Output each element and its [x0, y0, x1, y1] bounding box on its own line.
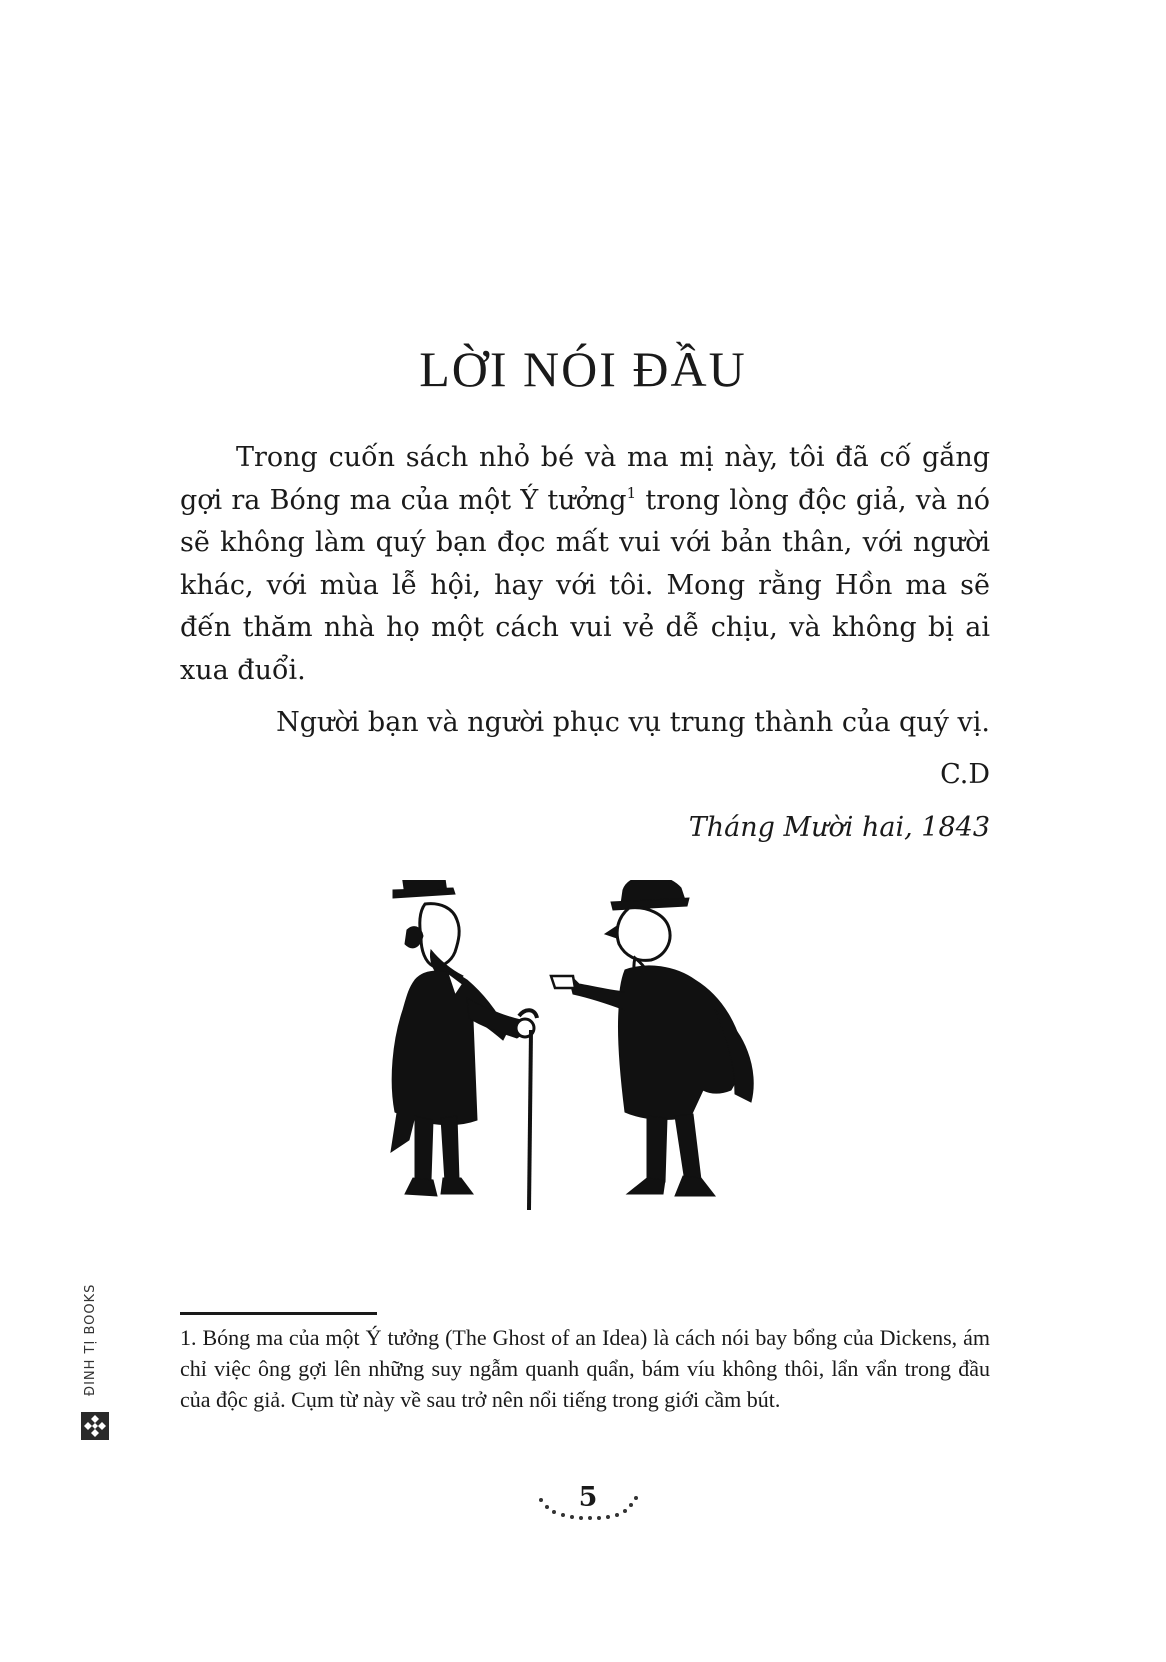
page-number-block — [533, 1480, 643, 1526]
illustration-two-gentlemen — [385, 880, 805, 1260]
right-gentleman-figure — [551, 880, 753, 1196]
publisher-logo-icon — [81, 1412, 109, 1440]
closing-line: Người bạn và người phục vụ trung thành của quý vị. — [276, 707, 990, 738]
body-text — [180, 437, 990, 745]
signature: C.D — [940, 759, 990, 790]
paragraph-1-part2: trong lòng độc giả, và nó sẽ không làm quý bạn đọc mất vui với bản thân, với người khác, với mùa lễ hội, hay với tôi. Mong rằng Hồn ma sẽ đến thăm nhà họ một cách vui vẻ dễ chịu, và không bị ai xua đuổi. — [180, 484, 990, 686]
page-number: 5 — [578, 1482, 598, 1513]
footnote-text: 1. Bóng ma của một Ý tưởng (The Ghost of an Idea) là cách nói bay bổng của Dickens, ám chỉ việc ông gợi lên những suy ngẫm quanh quẩn, bám víu không thôi, lẩn vẩn trong đầu của độc giả. Cụm từ này về sau trở nên nổi tiếng trong giới cầm bút. — [180, 1325, 990, 1412]
page-title: LỜI NÓI ĐẦU — [419, 341, 747, 397]
paragraph-1-part1: Trong cuốn sách nhỏ bé và ma mị này, tôi đã cố gắng gợi ra Bóng ma của một Ý tưởng — [180, 442, 990, 516]
date-line: Tháng Mười hai, 1843 — [688, 812, 990, 843]
footnote-divider — [180, 1312, 377, 1315]
paragraph-1 — [180, 437, 990, 692]
publisher-name: ĐINH TỊ BOOKS — [83, 1283, 98, 1396]
left-gentleman-figure — [391, 880, 537, 1210]
footnote-ref[interactable]: 1 — [626, 483, 637, 502]
